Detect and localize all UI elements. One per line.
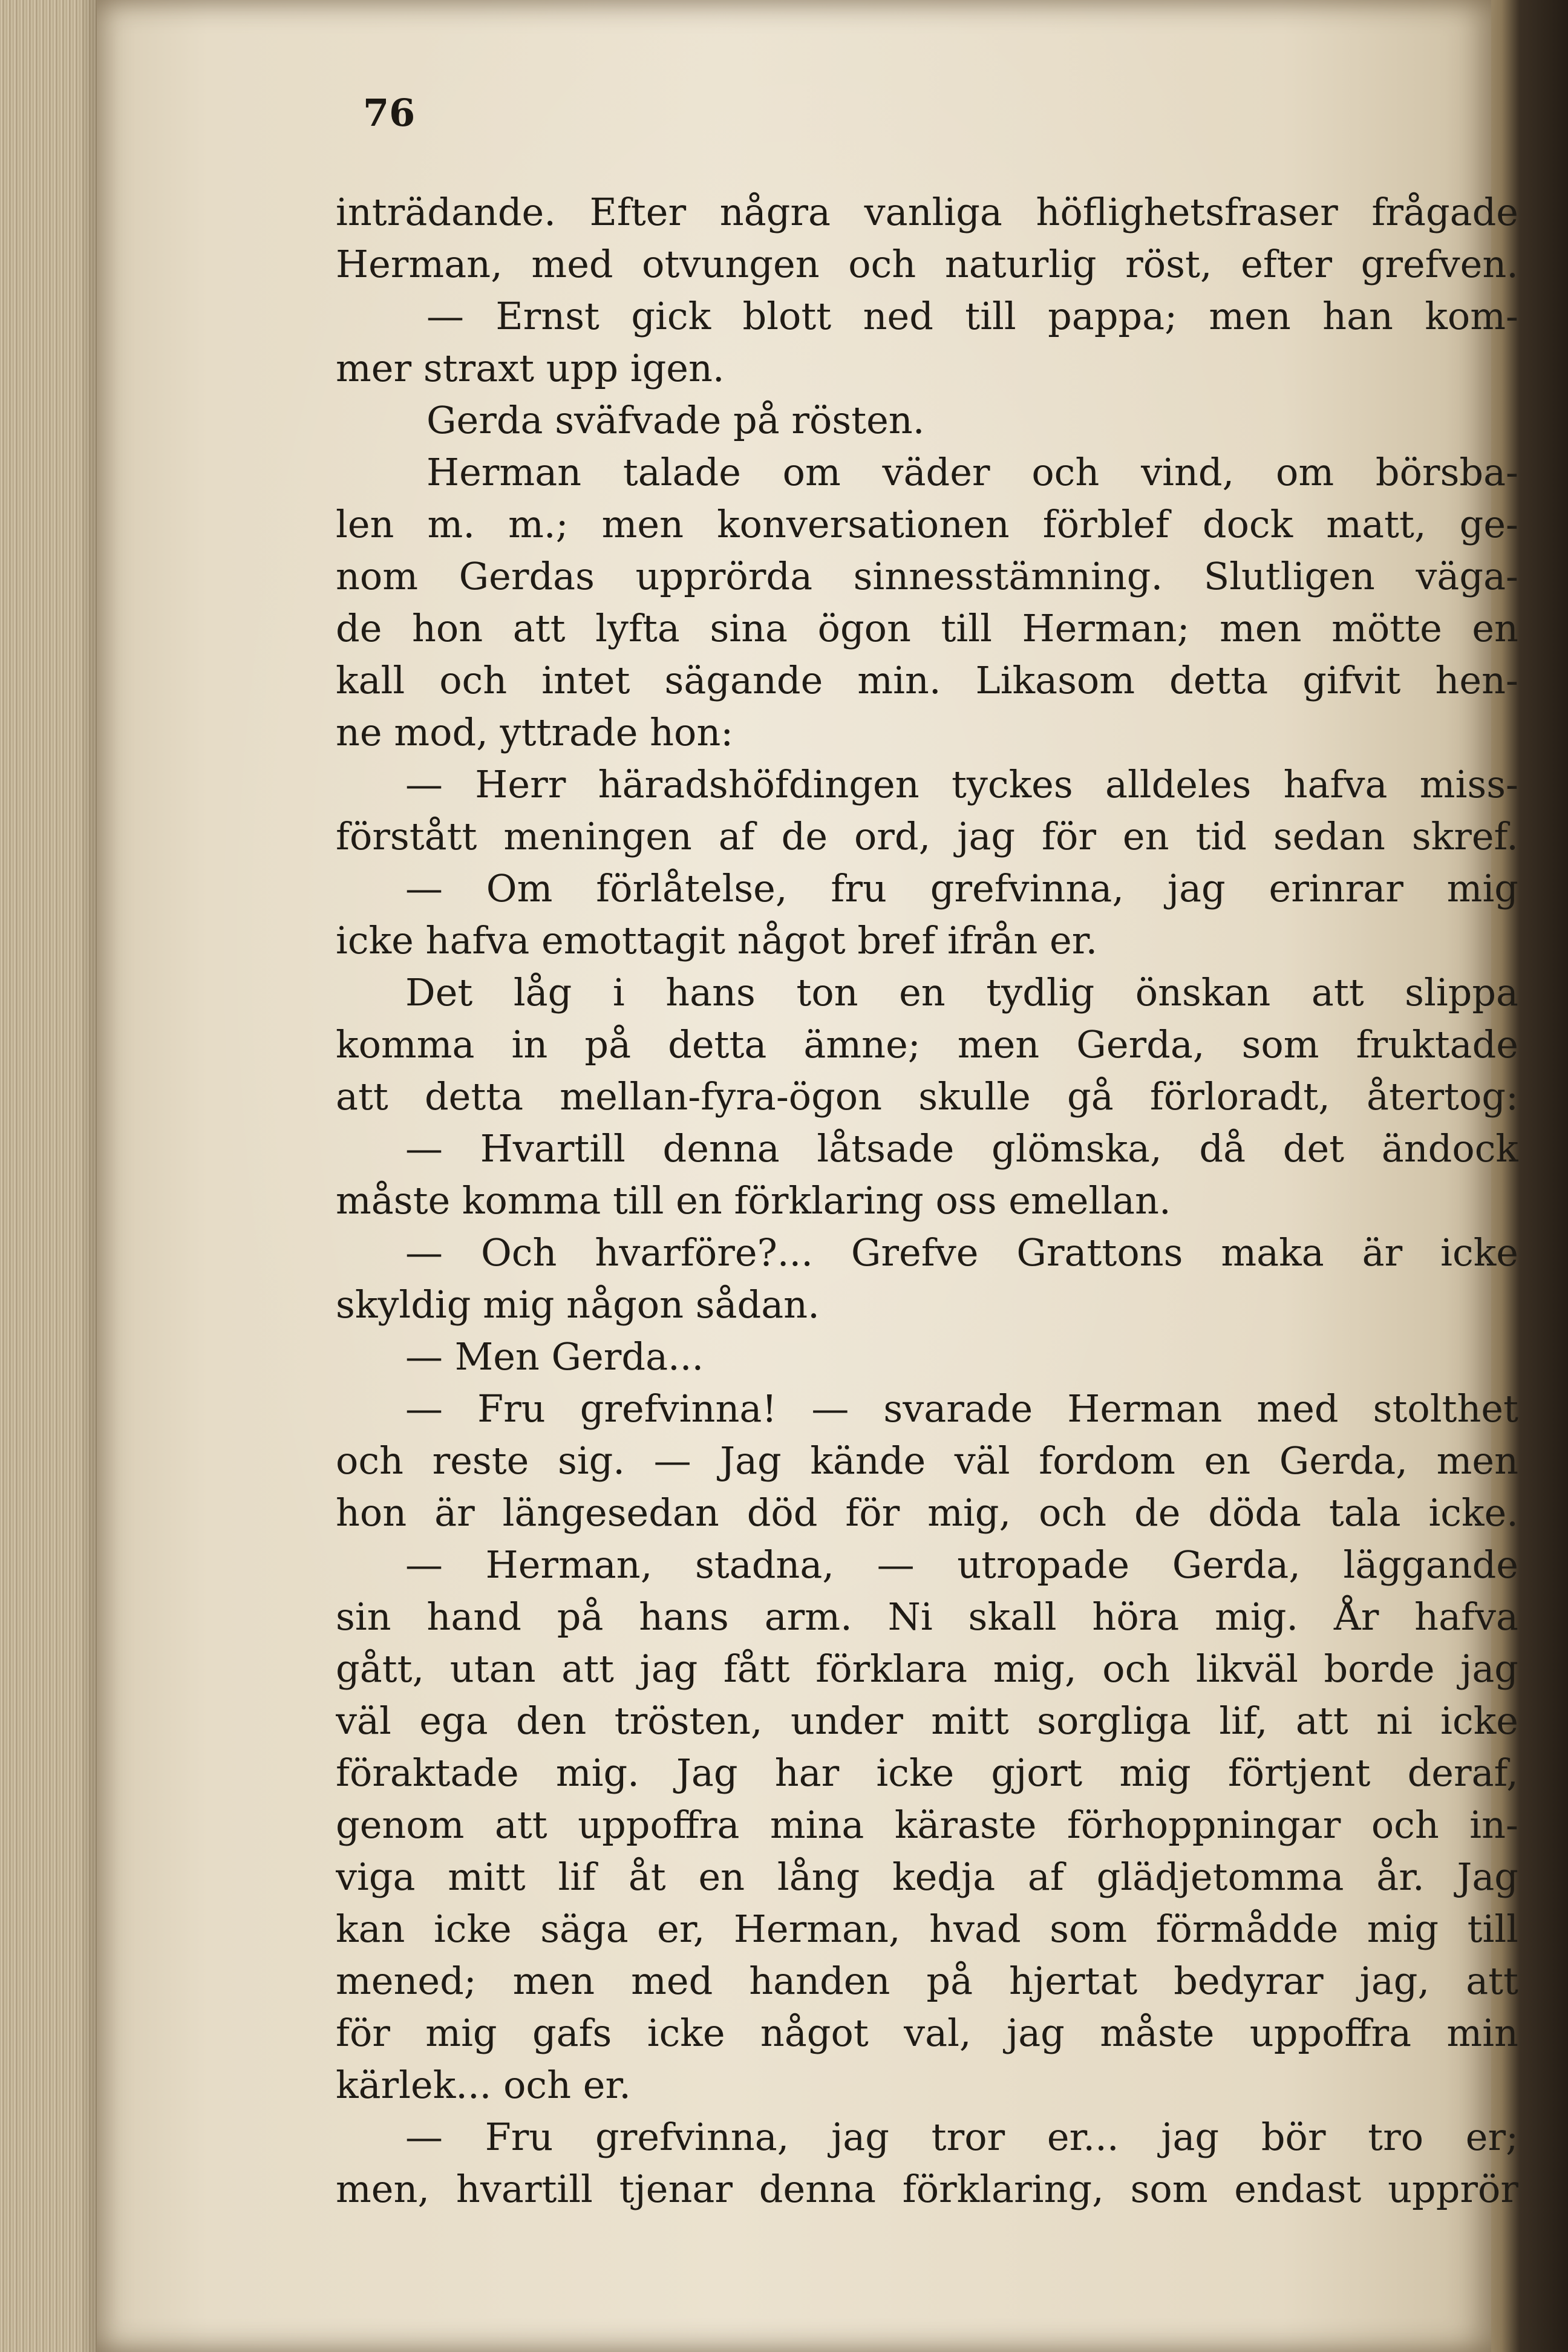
text-line: — Fru grefvinna! — svarade Herman med stolthet — [405, 1387, 1518, 1431]
text-line: och reste sig. — Jag kände väl fordom en Gerda, men — [336, 1439, 1518, 1483]
text-line: — Fru grefvinna, jag tror er... jag bör tro er; — [405, 2115, 1518, 2159]
text-line: viga mitt lif åt en lång kedja af glädjetomma år. Jag — [336, 1855, 1518, 1899]
text-line: — Om förlåtelse, fru grefvinna, jag erinrar mig — [405, 866, 1518, 910]
text-line: väl ega den trösten, under mitt sorgliga lif, att ni icke — [336, 1699, 1518, 1743]
text-line: men, hvartill tjenar denna förklaring, som endast upprör — [336, 2167, 1518, 2211]
text-line: kall och intet sägande min. Likasom detta gifvit hen- — [336, 658, 1518, 702]
book-page — [97, 0, 1518, 2352]
body-text — [336, 186, 1518, 2215]
text-line: att detta mellan-fyra-ögon skulle gå förloradt, återtog: — [336, 1074, 1518, 1119]
text-line: nom Gerdas upprörda sinnesstämning. Slutligen väga- — [336, 554, 1518, 598]
text-line: skyldig mig någon sådan. — [336, 1282, 820, 1327]
text-line: — Herman, stadna, — utropade Gerda, läggande — [405, 1543, 1518, 1587]
text-line: — Herr häradshöfdingen tyckes alldeles hafva miss- — [405, 762, 1518, 806]
page-number: 76 — [363, 91, 416, 135]
text-line: Det låg i hans ton en tydlig önskan att slippa — [405, 970, 1518, 1014]
text-line: — Hvartill denna låtsade glömska, då det ändock — [405, 1126, 1518, 1171]
text-line: förstått meningen af de ord, jag för en tid sedan skref. — [336, 814, 1518, 858]
text-line: genom att uppoffra mina käraste förhoppningar och in- — [336, 1803, 1518, 1847]
text-line: komma in på detta ämne; men Gerda, som fruktade — [336, 1022, 1518, 1067]
text-line: — Och hvarföre?... Grefve Grattons maka är icke — [405, 1230, 1518, 1275]
text-line: — Ernst gick blott ned till pappa; men han kom- — [426, 294, 1518, 338]
text-line: hon är längesedan död för mig, och de döda tala icke. — [336, 1491, 1518, 1535]
text-line: len m. m.; men konversationen förblef dock matt, ge- — [336, 502, 1518, 546]
text-line: mer straxt upp igen. — [336, 346, 725, 390]
text-line: de hon att lyfta sina ögon till Herman; men mötte en — [336, 606, 1518, 650]
text-line: gått, utan att jag fått förklara mig, och likväl borde jag — [336, 1647, 1518, 1691]
text-line: mened; men med handen på hjertat bedyrar jag, att — [336, 1959, 1518, 2003]
text-line: föraktade mig. Jag har icke gjort mig förtjent deraf, — [336, 1751, 1518, 1795]
text-line: Gerda sväfvade på rösten. — [426, 398, 925, 442]
text-line: för mig gafs icke något val, jag måste uppoffra min — [336, 2011, 1518, 2055]
text-line: icke hafva emottagit något bref ifrån er. — [336, 918, 1098, 962]
text-line: sin hand på hans arm. Ni skall höra mig. År hafva — [336, 1595, 1518, 1639]
text-line: inträdande. Efter några vanliga höflighetsfraser frågade — [336, 190, 1518, 234]
text-line: måste komma till en förklaring oss emellan. — [336, 1178, 1171, 1223]
text-line: Herman, med otvungen och naturlig röst, efter grefven. — [336, 242, 1518, 286]
text-line: kan icke säga er, Herman, hvad som förmådde mig till — [336, 1907, 1518, 1951]
text-line: kärlek... och er. — [336, 2063, 632, 2107]
text-line: — Men Gerda... — [405, 1334, 704, 1379]
text-line: Herman talade om väder och vind, om börsba- — [426, 450, 1518, 494]
book-page-edges-left — [0, 0, 103, 2352]
text-line: ne mod, yttrade hon: — [336, 710, 734, 754]
